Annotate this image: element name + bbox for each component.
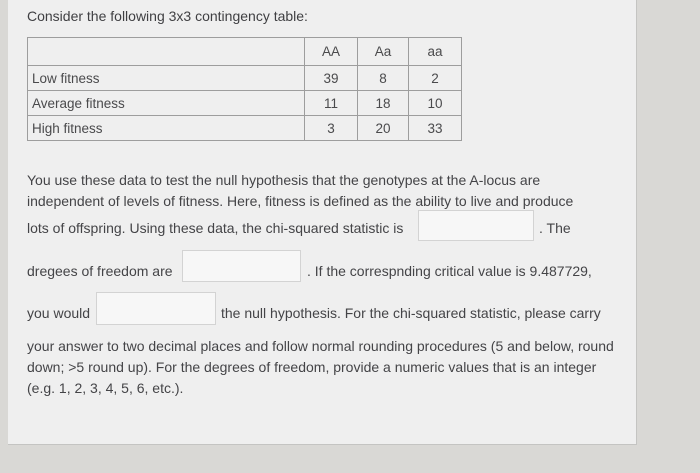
decision-prompt-text: you would: [27, 305, 91, 321]
table-header-cell: aa: [409, 38, 462, 66]
row-label: High fitness: [28, 116, 305, 141]
table-header-cell: Aa: [358, 38, 409, 66]
df-suffix-text: . If the correspnding critical value is 9.487729,: [307, 263, 592, 279]
table-header-cell: AA: [305, 38, 358, 66]
table-cell: 18: [358, 91, 409, 116]
table-header-row: [28, 38, 462, 66]
table-row: [28, 66, 462, 91]
instructions-paragraph: your answer to two decimal places and follow normal rounding procedures (5 and below, round down; >5 round up). For the degrees of freedom, provide a numeric values that is an integer (e.g. 1, 2, 3, 4, 5, 6, etc.).: [27, 338, 614, 396]
df-prompt-text: dregees of freedom are: [27, 263, 173, 279]
table-row: [28, 91, 462, 116]
hypothesis-decision-input[interactable]: [96, 292, 216, 325]
table-cell: 10: [409, 91, 462, 116]
table-cell: 20: [358, 116, 409, 141]
contingency-table: [27, 37, 462, 141]
table-header-cell: [28, 38, 305, 66]
table-row: [28, 116, 462, 141]
table-cell: 33: [409, 116, 462, 141]
table-cell: 2: [409, 66, 462, 91]
decision-suffix-text: the null hypothesis. For the chi-squared statistic, please carry: [221, 305, 601, 321]
table-cell: 8: [358, 66, 409, 91]
chi-suffix-text: . The: [539, 220, 571, 236]
table-cell: 3: [305, 116, 358, 141]
table-cell: 39: [305, 66, 358, 91]
row-label: Low fitness: [28, 66, 305, 91]
question-paragraph: You use these data to test the null hypothesis that the genotypes at the A-locus are independent of levels of fitness. Here, fitness is defined as the ability to live and produce: [27, 172, 574, 209]
question-intro: Consider the following 3x3 contingency table:: [27, 8, 308, 24]
chi-squared-input[interactable]: [418, 210, 534, 241]
row-label: Average fitness: [28, 91, 305, 116]
degrees-of-freedom-input[interactable]: [182, 250, 301, 282]
table-cell: 11: [305, 91, 358, 116]
chi-prompt-text: lots of offspring. Using these data, the chi-squared statistic is: [27, 220, 404, 236]
